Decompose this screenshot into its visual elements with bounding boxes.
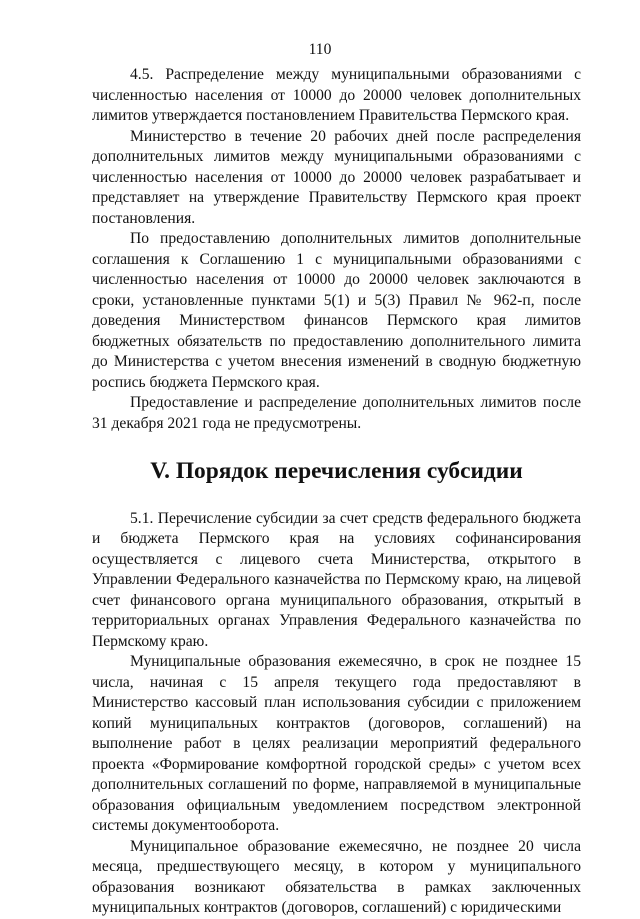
paragraph-limits-not-provided: Предоставление и распределение дополнительных лимитов после 31 декабря 2021 года не предусмотрены. <box>92 394 581 432</box>
paragraph-cash-plan: Муниципальные образования ежемесячно, в срок не позднее 15 числа, начиная с 15 апреля текущего года предоставляют в Министерство кассовый план использования субсидии с приложением копий муниципальных контрактов (договоров, соглашений) на выполнение работ в целях реализации мероприятий федерального проекта «Формирование комфортной городской среды» с учетом всех дополнительных соглашений по форме, направляемой в муниципальные образования официальным уведомлением посредством электронной системы документооборота. <box>92 653 581 834</box>
paragraph-additional-agreements: По предоставлению дополнительных лимитов дополнительные соглашения к Соглашению 1 с муниципальными образованиями с численностью населения от 10000 до 20000 человек заключаются в сроки, установленные пунктами 5(1) и 5(3) Правил № 962-п, после доведения Министерством финансов Пермского края лимитов бюджетных обязательств по предоставлению дополнительного лимита до Министерства с учетом внесения изменений в сводную бюджетную роспись бюджета Пермского края. <box>92 230 581 391</box>
page-number: 110 <box>308 41 332 58</box>
section-heading: V. Порядок перечисления субсидии <box>150 458 523 484</box>
paragraph-4-5: 4.5. Распределение между муниципальными образованиями с численностью населения от 10000 до 20000 человек дополнительных лимитов утверждается постановлением Правительства Пермского края. <box>92 66 581 124</box>
document-body <box>92 65 581 919</box>
paragraph-5-1: 5.1. Перечисление субсидии за счет средств федерального бюджета и бюджета Пермского края на условиях софинансирования осуществляется с лицевого счета Министерства, открытого в Управлении Федерального казначейства по Пермскому краю, на лицевой счет финансового органа муниципального образования, открытый в территориальных органах Управления Федерального казначейства по Пермскому краю. <box>92 509 581 650</box>
paragraph-monthly-obligations: Муниципальное образование ежемесячно, не позднее 20 числа месяца, предшествующего месяцу, в котором у муниципального образования возникают обязательства в рамках заключенных муниципальных контрактов (договоров, соглашений) с юридическими <box>92 837 581 916</box>
paragraph-ministry-deadline: Министерство в течение 20 рабочих дней после распределения дополнительных лимитов между муниципальными образованиями с численностью населения от 10000 до 20000 человек разрабатывает и представляет на утверждение Правительству Пермского края проект постановления. <box>92 127 581 227</box>
